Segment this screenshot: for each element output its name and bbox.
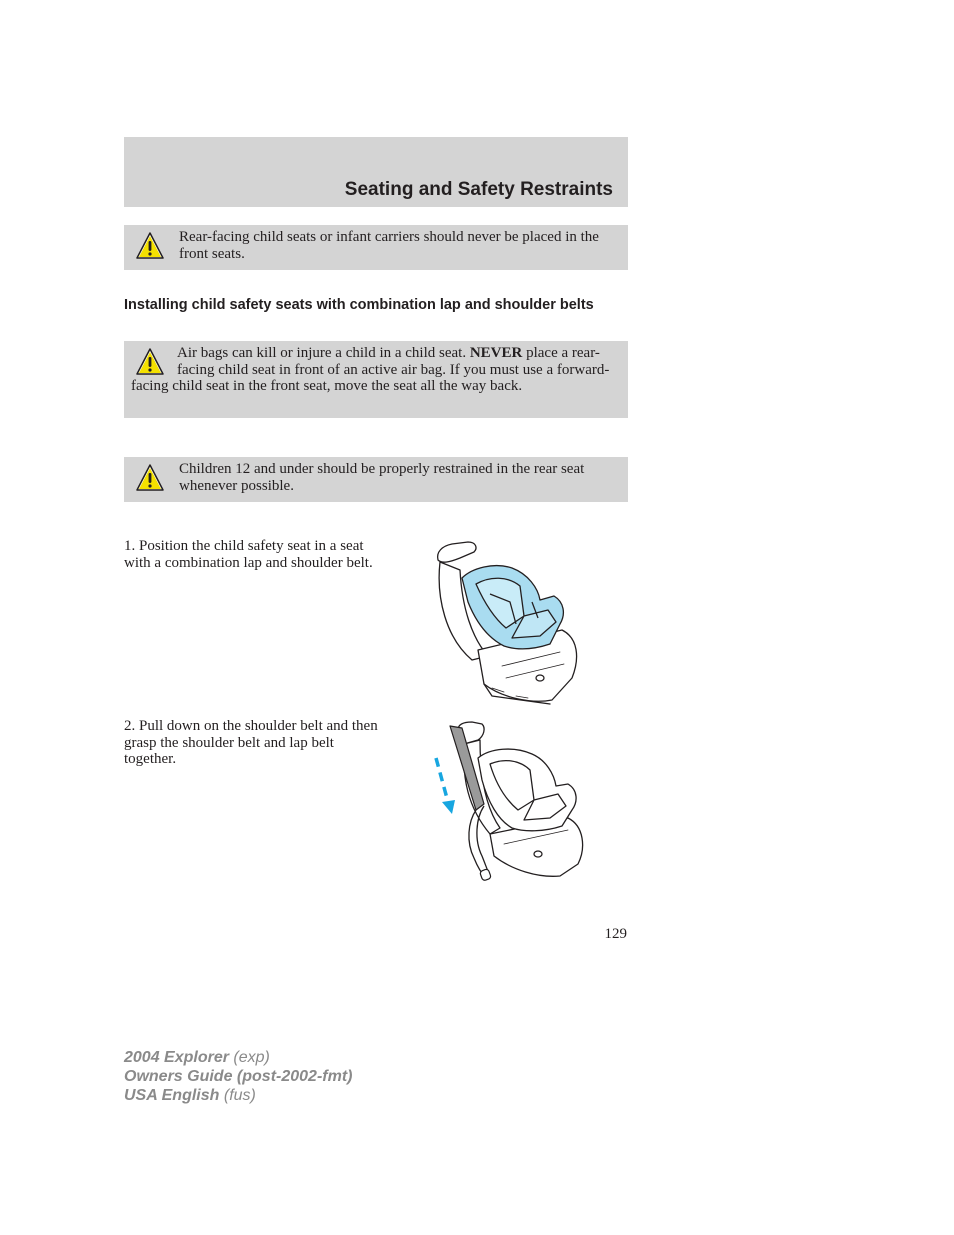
warning-triangle-icon <box>135 463 165 493</box>
footer-model-code: (exp) <box>228 1049 270 1066</box>
child-seat-in-vehicle-seat-illustration <box>432 538 587 706</box>
footer-line-3 <box>124 1086 352 1105</box>
footer-line-1 <box>124 1048 352 1067</box>
warning-box-3 <box>124 457 628 502</box>
document-footer <box>124 1048 352 1105</box>
warning-text-3: Children 12 and under should be properly restrained in the rear seat whenever possible. <box>179 461 585 494</box>
step-2-text: 2. Pull down on the shoulder belt and then grasp the shoulder belt and lap belt together. <box>124 718 378 767</box>
warning-text-2b: place a rear-facing child seat in front of an active air bag. If you must use a forward-facing child seat in the front seat, move the seat all the way back. <box>131 345 610 394</box>
warning-triangle-icon <box>135 231 165 261</box>
section-header-band <box>124 137 628 207</box>
footer-model: 2004 Explorer <box>124 1049 229 1066</box>
section-title: Seating and Safety Restraints <box>344 179 613 200</box>
pull-shoulder-belt-illustration <box>428 718 590 884</box>
footer-line-2 <box>124 1067 352 1086</box>
footer-language-code: (fus) <box>219 1087 256 1104</box>
footer-guide: Owners Guide (post-2002-fmt) <box>124 1068 353 1085</box>
warning-box-2 <box>124 341 628 418</box>
warning-triangle-icon <box>135 347 165 377</box>
warning-text-1: Rear-facing child seats or infant carriers should never be placed in the front seats. <box>179 229 599 262</box>
subheading: Installing child safety seats with combination lap and shoulder belts <box>124 297 594 313</box>
warning-text-2a: Air bags can kill or injure a child in a child seat. <box>177 345 470 361</box>
step-1-text: 1. Position the child safety seat in a seat with a combination lap and shoulder belt. <box>124 538 373 571</box>
footer-language: USA English <box>124 1087 220 1104</box>
page-number: 129 <box>604 926 627 942</box>
warning-box-1 <box>124 225 628 270</box>
warning-emphasis: NEVER <box>469 345 523 361</box>
